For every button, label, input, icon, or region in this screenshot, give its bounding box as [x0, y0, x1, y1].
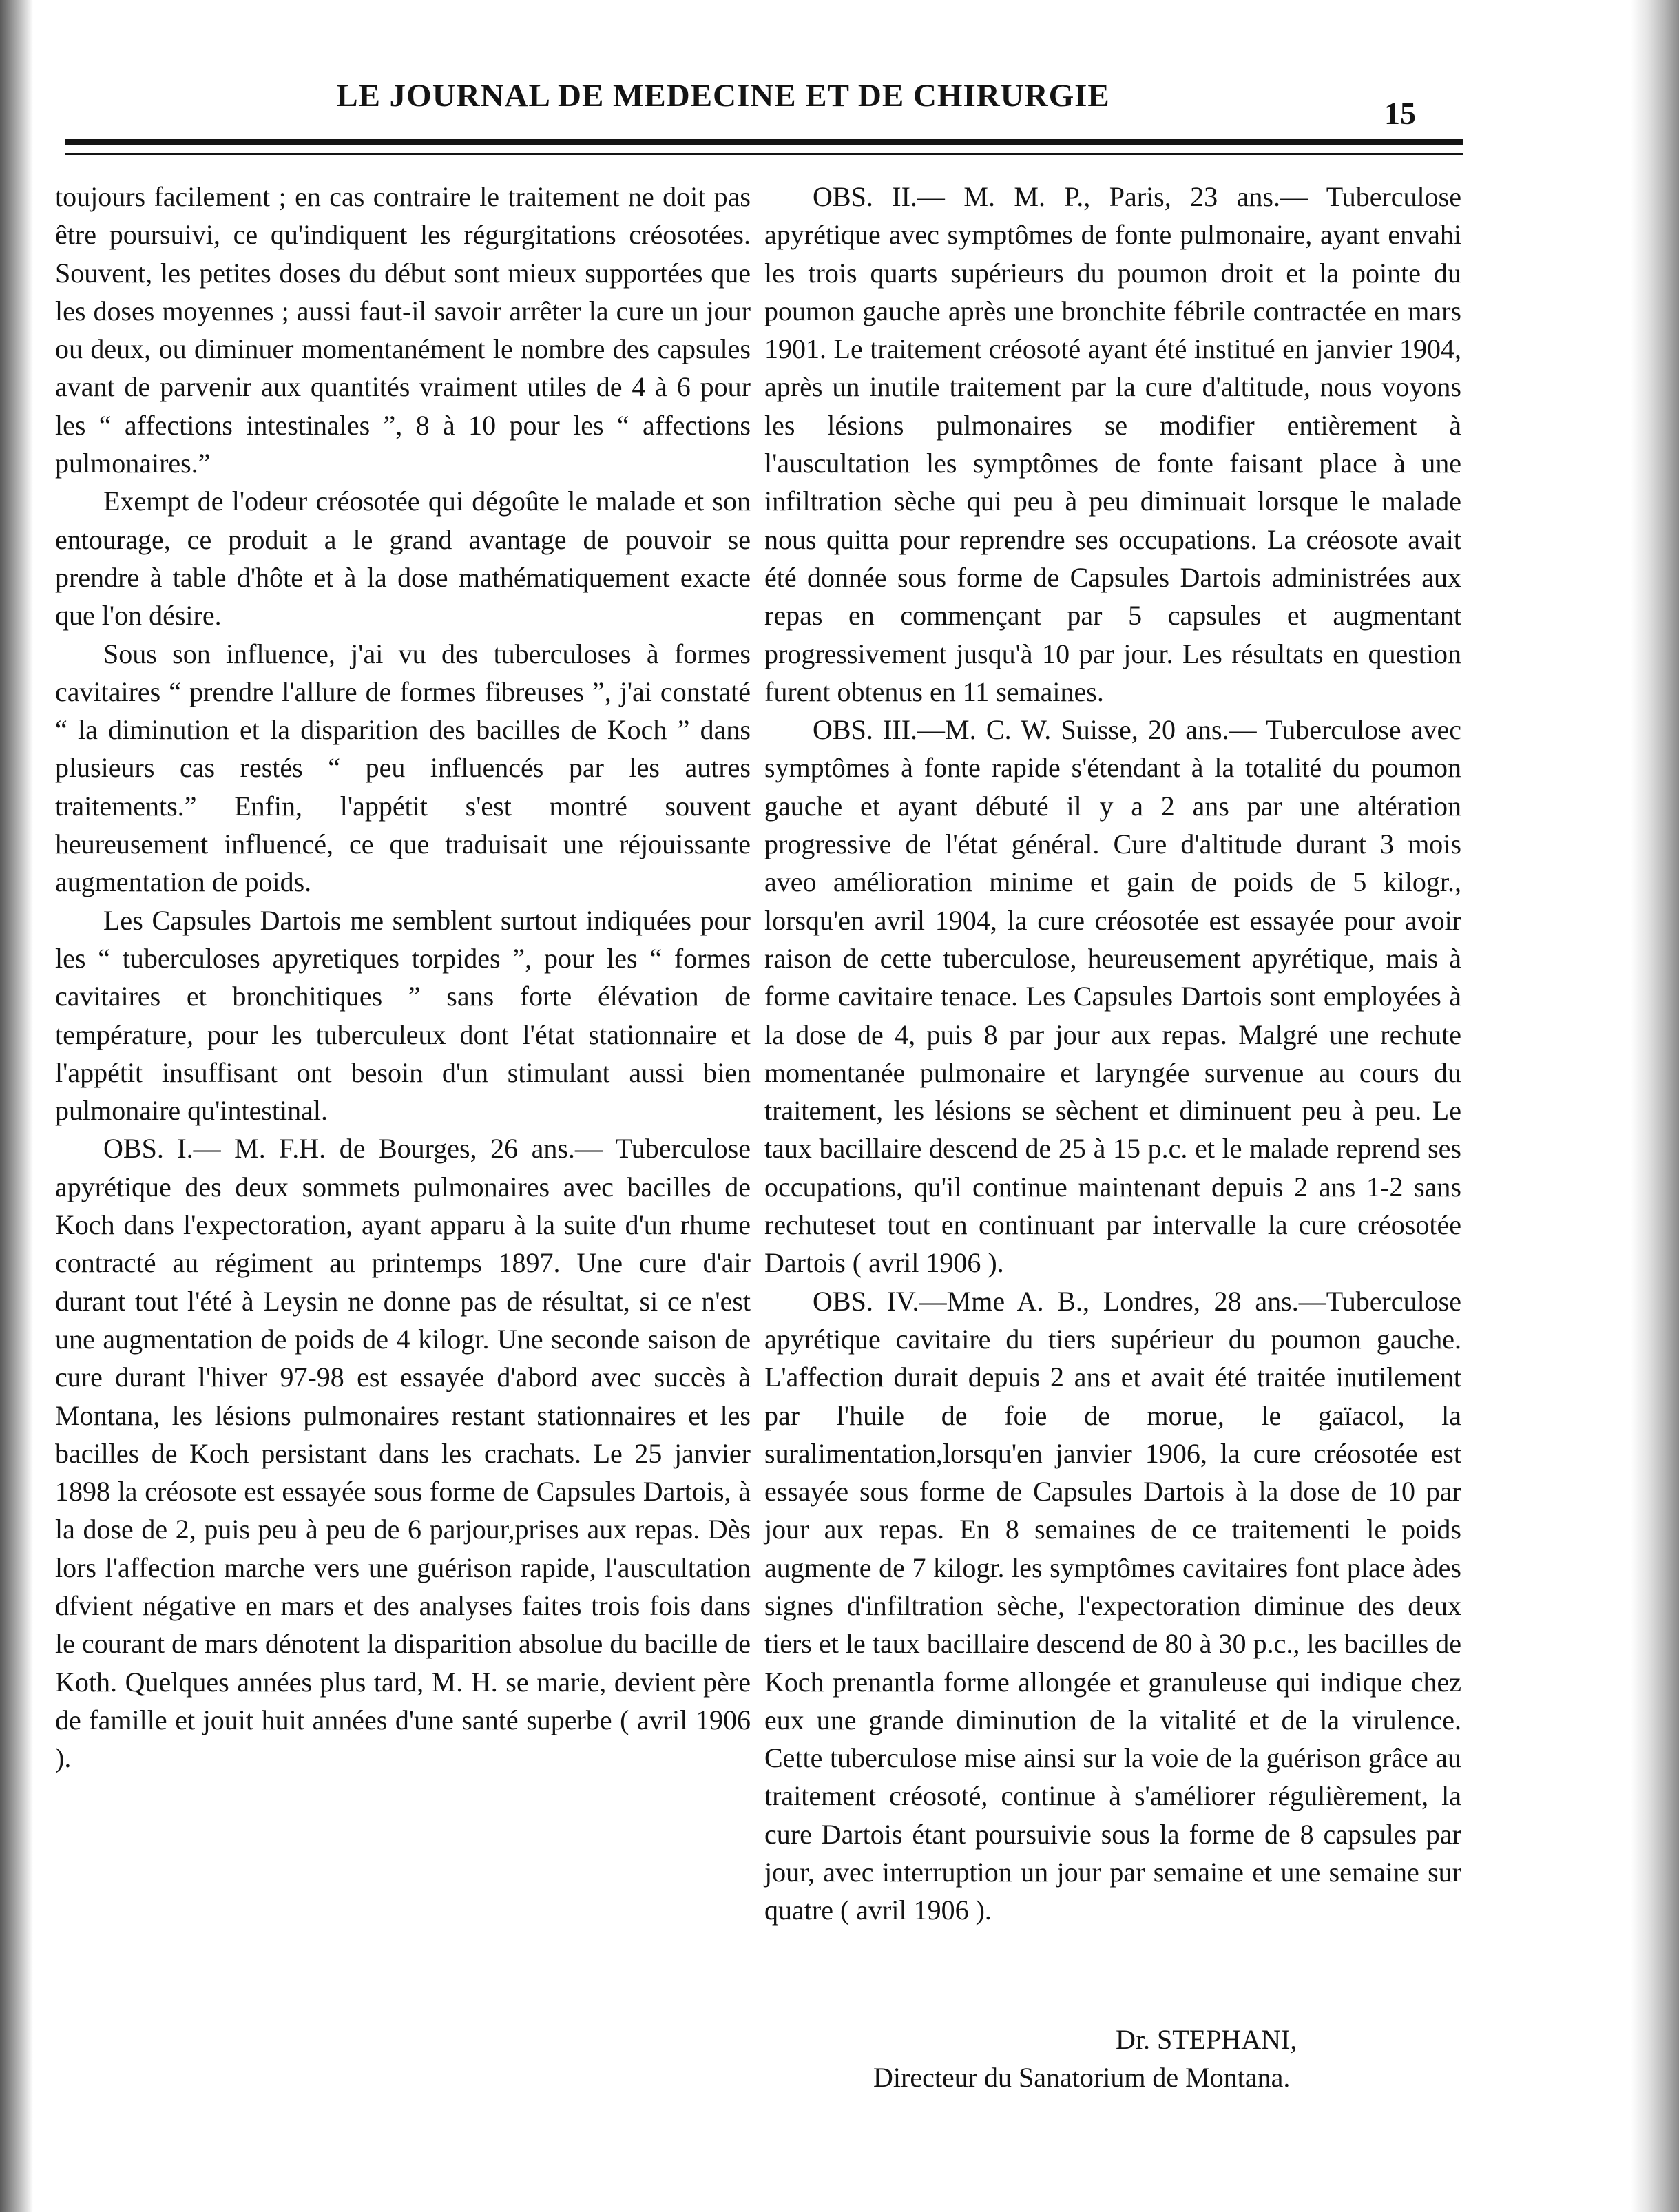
- signature-name: Dr. STEPHANI,: [1116, 2024, 1297, 2055]
- header-rule-thick: [65, 139, 1463, 145]
- journal-title: LE JOURNAL DE MEDECINE ET DE CHIRURGIE: [336, 78, 1110, 114]
- paragraph: OBS. III.—M. C. W. Suisse, 20 ans.— Tuberculose avec symptômes à fonte rapide s'étendant à la totalité du poumon gauche et ayant débuté il y a 2 ans par une altération progressive de l'état général. Cure d'altitude durant 3 mois aveo amélioration minime et gain de poids de 5 kilogr., lorsqu'en avril 1904, la cure créosotée est essayée pour avoir raison de cette tuberculose, heureusement apyrétique, mais à forme cavitaire tenace. Les Capsules Dartois sont employées à la dose de 4, puis 8 par jour aux repas. Malgré une rechute momentanée pulmonaire et laryngée survenue au cours du traitement, les lésions se sèchent et diminuent peu à peu. Le taux bacillaire descend de 25 à 15 p.c. et le malade reprend ses occupations, qu'il continue maintenant depuis 2 ans 1-2 sans rechuteset tout en continuant par intervalle la cure créosotée Dartois ( avril 1906 ).: [764, 714, 1461, 1279]
- scan-edge-right: [1631, 0, 1679, 2212]
- paragraph: toujours facilement ; en cas contraire le traitement ne doit pas être poursuivi, ce qu'indiquent les régurgitations créosotées. Souvent, les petites doses du début sont mieux supportées que les doses moyennes ; aussi faut-il savoir arrêter la cure un jour ou deux, ou diminuer momentanément le nombre des capsules avant de parvenir aux quantités vraiment utiles de 4 à 6 pour les “ affections intestinales ”, 8 à 10 pour les “ affections pulmonaires.”: [55, 181, 751, 479]
- paragraph: Exempt de l'odeur créosotée qui dégoûte le malade et son entourage, ce produit a le grand avantage de pouvoir se prendre à table d'hôte et à la dose mathématiquement exacte que l'on désire.: [55, 486, 751, 632]
- left-column: [55, 178, 751, 1777]
- paragraph: OBS. I.— M. F.H. de Bourges, 26 ans.— Tuberculose apyrétique des deux sommets pulmonaires avec bacilles de Koch dans l'expectoration, ayant apparu à la suite d'un rhume contracté au régiment au printemps 1897. Une cure d'air durant tout l'été à Leysin ne donne pas de résultat, si ce n'est une augmentation de poids de 4 kilogr. Une seconde saison de cure durant l'hiver 97-98 est essayée d'abord avec succès à Montana, les lésions pulmonaires restant stationnaires et les bacilles de Koch persistant dans les crachats. Le 25 janvier 1898 la créosote est essayée sous forme de Capsules Dartois, à la dose de 2, puis peu à peu de 6 parjour,prises aux repas. Dès lors l'affection marche vers une guérison rapide, l'auscultation dfvient négative en mars et des analyses faites trois fois dans le courant de mars dénotent la disparition absolue du bacille de Koth. Quelques années plus tard, M. H. se marie, devient père de famille et jouit huit années d'une santé superbe ( avril 1906 ).: [55, 1133, 751, 1774]
- scan-edge-left: [0, 0, 33, 2212]
- right-column: [764, 178, 1461, 1930]
- signature-role: Directeur du Sanatorium de Montana.: [873, 2062, 1291, 2093]
- paragraph: OBS. IV.—Mme A. B., Londres, 28 ans.—Tuberculose apyrétique cavitaire du tiers supérieur du poumon gauche. L'affection durait depuis 2 ans et avait été traitée inutilement par l'huile de foie de morue, le gaïacol, la suralimentation,lorsqu'en janvier 1906, la cure créosotée est essayée sous forme de Capsules Dartois à la dose de 10 par jour aux repas. En 8 semaines de ce traitementi le poids augmente de 7 kilogr. les symptômes cavitaires font place àdes signes d'infiltration sèche, l'expectoration diminue des deux tiers et le taux bacillaire descend de 80 à 30 p.c., les bacilles de Koch prenantla forme allongée et granuleuse qui indique chez eux une grande diminution de la vitalité et de la virulence. Cette tuberculose mise ainsi sur la voie de la guérison grâce au traitement créosoté, continue à s'améliorer régulièrement, la cure Dartois étant poursuivie sous la forme de 8 capsules par jour, avec interruption un jour par semaine et une semaine sur quatre ( avril 1906 ).: [764, 1285, 1461, 1926]
- paragraph: Sous son influence, j'ai vu des tuberculoses à formes cavitaires “ prendre l'allure de formes fibreuses ”, j'ai constaté “ la diminution et la disparition des bacilles de Koch ” dans plusieurs cas restés “ peu influencés par les autres traitements.” Enfin, l'appétit s'est montré souvent heureusement influencé, ce que traduisait une réjouissante augmentation de poids.: [55, 638, 751, 898]
- paragraph: Les Capsules Dartois me semblent surtout indiquées pour les “ tuberculoses apyretiques torpides ”, pour les “ formes cavitaires et bronchitiques ” sans forte élévation de température, pour les tuberculeux dont l'état stationnaire et l'appétit insuffisant ont besoin d'un stimulant aussi bien pulmonaire qu'intestinal.: [55, 904, 751, 1127]
- header-rule-thin: [65, 153, 1463, 155]
- page-number: 15: [1384, 96, 1416, 131]
- paragraph: OBS. II.— M. M. P., Paris, 23 ans.— Tuberculose apyrétique avec symptômes de fonte pulmonaire, ayant envahi les trois quarts supérieurs du poumon droit et la pointe du poumon gauche après une bronchite fébrile contractée en mars 1901. Le traitement créosoté ayant été institué en janvier 1904, après un inutile traitement par la cure d'altitude, nous voyons les lésions pulmonaires se modifier entièrement à l'auscultation les symptômes de fonte faisant place à une infiltration sèche qui peu à peu diminuait lorsque le malade nous quitta pour reprendre ses occupations. La créosote avait été donnée sous forme de Capsules Dartois administrées aux repas en commençant par 5 capsules et augmentant progressivement jusqu'à 10 par jour. Les résultats en question furent obtenus en 11 semaines.: [764, 181, 1461, 707]
